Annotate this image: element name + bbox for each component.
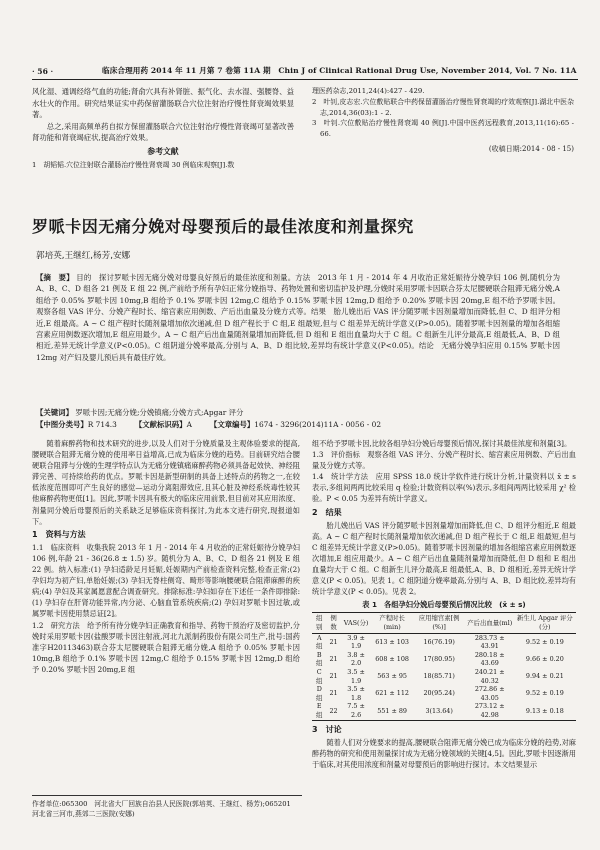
table-cell: 17(80.95) — [423, 655, 455, 664]
abstract-label: 【摘 要】 — [36, 273, 74, 282]
table-cell: 9.94 ± 0.21 — [525, 672, 564, 681]
section-1-3: 1.3 评价指标 观察各组 VAS 评分、分娩产程时长、缩宫素应用例数、产后出血量及分娩方式等。 — [312, 450, 576, 471]
intro-paragraph: 随着麻醉药物和技术研究的进步,以及人们对于分娩质量及主观体验要求的提高,腰硬联合阻滞无痛分娩的使用率日益增高,已成为临床分娩的趋势。目前研究结合腰硬联合阻滞与分娩的生理学特点认为无痛分娩镇痛麻醉药物必须具备起效快、神经阻滞完善、可持续给药的优点。罗哌卡因是新型研制的具备上述特点的药物之一,在较低浓度范围即可产生良好的感觉—运动分离阻滞效应,且其心脏及神经系统毒性较其他麻醉药物更低[1]。因此,罗哌卡因具有极大的临床应用前景,但目前对其应用浓度、剂量同分娩后母婴预后的关系缺乏足够临床资料探讨,为此本文进行研究,现报道如下。 — [32, 439, 300, 526]
table-header: 产后出血量(ml) — [466, 613, 514, 633]
table-row — [312, 668, 576, 685]
table-cell: 240.21 ± 40.32 — [474, 667, 505, 685]
table-cell: 20(95.24) — [423, 689, 455, 698]
table-cell: 21 — [329, 689, 338, 698]
prev-article-right — [312, 86, 574, 155]
doc-code-value: A — [186, 420, 192, 429]
table-cell: 621 ± 112 — [375, 689, 410, 698]
table-cell: 3.5 ± 1.9 — [347, 667, 365, 685]
table-cell: 21 — [329, 637, 338, 646]
table-cell: 18(85.71) — [423, 672, 455, 681]
discussion-paragraph: 随着人们对分娩要求的提高,腰硬联合阻滞无痛分娩已成为临床分娩的趋势,对麻醉药物的研究和使用剂量探讨成为无痛分娩领域的关键[4,5]。因此,罗哌卡因逐渐用于临床,对其使用浓度和剂量对母婴预后的影响进行探讨。本文结果显示 — [312, 737, 576, 769]
table-row — [312, 702, 576, 720]
section-1-4: 1.4 统计学方法 应用 SPSS 18.0 统计学软件进行统计分析,计量资料以 x̄ ± s 表示,多组间两两比较采用 q 检验;计数资料以率(%)表示,多组间两两比较采用 χ² 检验。P < 0.05 为差异有统计学意义。 — [312, 472, 576, 504]
table-cell: B 组 — [316, 650, 323, 668]
classification-line — [36, 419, 560, 430]
section-heading: 1 资料与方法 — [32, 529, 86, 539]
table-cell: 551 ± 89 — [372, 702, 413, 720]
table-cell: 3.8 ± 2.0 — [347, 650, 365, 668]
results-paragraph: 胎儿娩出后 VAS 评分随罗哌卡因剂量增加而降低,但 C、D 组评分相近,E 组最高。A ~ C 组产程时长随剂量增加依次递减,但 D 组产程长于 C 组,E 组最短,但与 C 组差异无统计学意义(P>0.05)。随着罗哌卡因剂量的增加各组缩宫素应用例数逐次增加,E 组应用最少。A ~ C 组产后出血量随剂量增加而降低,但 D 组和 E 组出血量均大于 C 组。C 组新生儿评分最高,E 组最低,A、B、D 组相近,差异无统计学意义(P < 0.05)。见表 1。C 组阴道分娩率最高,分别与 A、B、D 组比较,差异均有统计学意义(P < 0.05)。见表 2。 — [312, 520, 576, 597]
table-header: VAS(分) — [341, 613, 372, 633]
table-cell: A 组 — [316, 633, 323, 651]
reference-item: 理医药杂志,2011,24(4):427 - 429. — [312, 87, 425, 95]
page-number: · 56 · — [32, 67, 54, 76]
keywords — [36, 407, 560, 418]
table-cell: 9.13 ± 0.18 — [514, 702, 576, 720]
body-left-column — [32, 438, 300, 675]
doc-code-label: 【文献标识码】 — [134, 420, 187, 429]
author-affiliation-footnote: 作者单位:065300 河北省大厂回族自治县人民医院(郭培英、王继红、杨芳);065201 河北省三河市,燕郊二三医院(安娜) — [32, 795, 302, 819]
table-row — [312, 633, 576, 651]
cls-value: R 714.3 — [87, 420, 117, 429]
table-cell: 21 — [329, 655, 338, 664]
table-row — [312, 685, 576, 702]
reference-item: 2 叶钊,皮志宏.穴位敷贴联合中药保留灌肠治疗慢性肾衰竭的疗效观察[J].湖北中医杂志,2014,36(03):1 - 2. — [312, 97, 574, 117]
results-table — [312, 612, 576, 720]
table-cell: 16(76.19) — [423, 637, 455, 646]
table-cell: C 组 — [316, 667, 323, 685]
prev-paragraph: 风化湿、通调经络气血的功能;肾俞穴具有补肾脏、振气化、去水湿、强腰脊、益水壮火的作用。研究结果证实中药保留灌肠联合穴位注射治疗慢性肾衰竭效果显著。 — [32, 87, 294, 120]
reference-item: 3 叶钊.穴位敷贴治疗慢性肾衰竭 40 例[J].中国中医药远程教育,2013,11(16):65 - 66. — [312, 119, 574, 139]
table-cell: 3(13.64) — [413, 702, 466, 720]
table-cell: 273.12 ± 42.98 — [466, 702, 514, 720]
table-cell: 9.52 ± 0.19 — [525, 637, 564, 646]
prev-article-left — [32, 86, 294, 170]
cls-label: 【中图分类号】 — [36, 420, 88, 429]
table-cell: D 组 — [316, 685, 323, 702]
table-header: 产程时长(min) — [372, 613, 413, 633]
section-1-1: 1.1 临床资料 收集我院 2013 年 1 月 - 2014 年 4 月收治的正常妊娠待分娩孕妇 106 例,年龄 21 - 36(26.8 ± 1.5) 岁。随机分为 A、B、C、D 组各 21 例及 E 组 22 例。纳入标准:(1) 孕妇适龄足月妊娠,妊娠期内产前检查资料完整,检查正常;(2) 孕妇均为初产妇,单胎妊娠;(3) 孕妇无脊柱侧弯、畸形等影响腰硬联合阻滞麻醉的疾病;(4) 孕妇及其家属愿意配合调查研究。排除标准:孕妇如存在下述任一条件即排除:(1) 孕妇存在肝肾功能异常,内分泌、心脑血管系统疾病;(2) 孕妇对罗哌卡因过敏,或属罗哌卡因使用禁忌证[2]。 — [32, 542, 300, 619]
table-cell: 22 — [327, 702, 341, 720]
received-date: (收稿日期:2014 - 08 - 15) — [488, 144, 574, 153]
table-cell: 21 — [329, 672, 338, 681]
abstract — [36, 272, 560, 363]
section-heading: 3 讨论 — [312, 724, 342, 734]
table-cell: 3.5 ± 1.8 — [347, 685, 365, 702]
continued-paragraph: 组不给予罗哌卡因,比较各组孕妇分娩后母婴预后情况,探讨其最佳浓度和剂量[3]。 — [312, 439, 572, 448]
article-no-label: 【文章编号】 — [209, 420, 255, 429]
article-authors: 郭培英,王继红,杨芳,安娜 — [36, 251, 131, 261]
journal-line: 临床合理用药 2014 年 11 月第 7 卷第 11A 期 Chin J of Clinical Rational Drug Use, November 2014, Vol. 7 No. 11A — [102, 66, 577, 75]
table-cell: 280.18 ± 43.69 — [474, 650, 505, 668]
table-cell: 9.52 ± 0.19 — [525, 689, 564, 698]
reference-item: 1 胡韬韬.穴位注射联合灌肠治疗慢性肾衰竭 30 例临床观察[J].数 — [32, 160, 235, 169]
table-header: 应用缩宫素[例(%)] — [413, 613, 466, 633]
table-cell: 9.66 ± 0.20 — [525, 655, 564, 664]
keywords-text: 罗哌卡因;无痛分娩;分娩镇痛;分娩方式;Apgar 评分 — [75, 408, 244, 417]
table-header: 组别 — [312, 613, 327, 633]
article-no-value: 1674 - 3296(2014)11A - 0056 - 02 — [254, 420, 382, 429]
table-header: 新生儿 Apgar 评分(分) — [514, 613, 576, 633]
body-right-column — [312, 438, 576, 770]
table-cell: 3.9 ± 1.9 — [347, 633, 365, 651]
table-row — [312, 651, 576, 668]
abstract-text: 目的 探讨罗哌卡因无痛分娩对母婴良好预后的最佳浓度和剂量。方法 2013 年 1 月 - 2014 年 4 月收治正常妊娠待分娩孕妇 106 例,随机分为 A、B、C、D 组各 21 例及 E 组 22 例,产前给予所有孕妇正常分娩指导、药物处置和密切监护及护理,分娩时采用罗哌卡因联合芬太尼腰硬联合阻滞无痛分娩,A 组给予 0.05% 罗哌卡因 10mg,B 组给予 0.1% 罗哌卡因 12mg,C 组给予 0.15% 罗哌卡因 12mg,D 组给予 0.20% 罗哌卡因 20mg,E 组不给予罗哌卡因。观察各组 VAS 评分、分娩产程时长、缩宫素应用例数、产后出血量及分娩方式等。结果 胎儿娩出后 VAS 评分随罗哌卡因剂量增加而降低,但 C、D 组评分相近,E 组最高。A ~ C 组产程时长随剂量增加依次递减,但 D 组产程长于 C 组,E 组最短,但与 C 组差异无统计学意义(P>0.05)。随着罗哌卡因剂量的增加各组缩宫素应用例数逐次增加,E 组应用最少。A ~ C 组产后出血量随剂量增加而降低,但 D 组和 E 组出血量均大于 C 组。C 组新生儿评分最高,E 组最低,A、B、D 组相近,差异无统计学意义(P<0.05)。C 组阴道分娩率最高,分别与 A、B、D 组比较,差异均有统计学意义(P<0.05)。结论 无痛分娩孕妇应用 0.15% 罗哌卡因 12mg 对产妇及婴儿预后具有最佳疗效。 — [36, 273, 560, 362]
table-cell: 283.73 ± 43.91 — [474, 633, 505, 651]
table-header: 例数 — [327, 613, 341, 633]
article-title: 罗哌卡因无痛分娩对母婴预后的最佳浓度和剂量探究 — [32, 217, 414, 236]
references-title: 参考文献 — [147, 146, 179, 156]
section-1-2: 1.2 研究方法 给予所有待分娩孕妇正确教育和指导、药物干预治疗及密切监护,分娩时采用罗哌卡因(盐酸罗哌卡因注射液,河北九派制药股份有限公司生产,批号:国药准字H20113463)联合芬太尼腰硬联合阻滞无痛分娩,A 组给予 0.05% 罗哌卡因 10mg,B 组给予 0.1% 罗哌卡因 12mg,C 组给予 0.15% 罗哌卡因 12mg,D 组给予 0.20% 罗哌卡因 20mg,E 组 — [32, 620, 300, 674]
running-header — [32, 60, 578, 80]
table-caption: 表 1 各组孕妇分娩后母婴预后情况比较 (x̄ ± s) — [362, 600, 526, 610]
table-cell: 613 ± 103 — [375, 637, 410, 646]
table-cell: 563 ± 95 — [377, 672, 407, 681]
table-cell: 7.5 ± 2.6 — [341, 702, 372, 720]
prev-paragraph: 总之,采用高频单药自拟方保留灌肠联合穴位注射治疗慢性肾衰竭可显著改善肾功能和肾衰竭症状,提高治疗效果。 — [32, 121, 294, 143]
table-cell: 608 ± 108 — [375, 655, 410, 664]
keywords-label: 【关键词】 — [36, 408, 73, 417]
table-cell: 272.86 ± 43.05 — [474, 685, 505, 702]
table-cell: E 组 — [312, 702, 327, 720]
section-heading: 2 结果 — [312, 507, 342, 517]
